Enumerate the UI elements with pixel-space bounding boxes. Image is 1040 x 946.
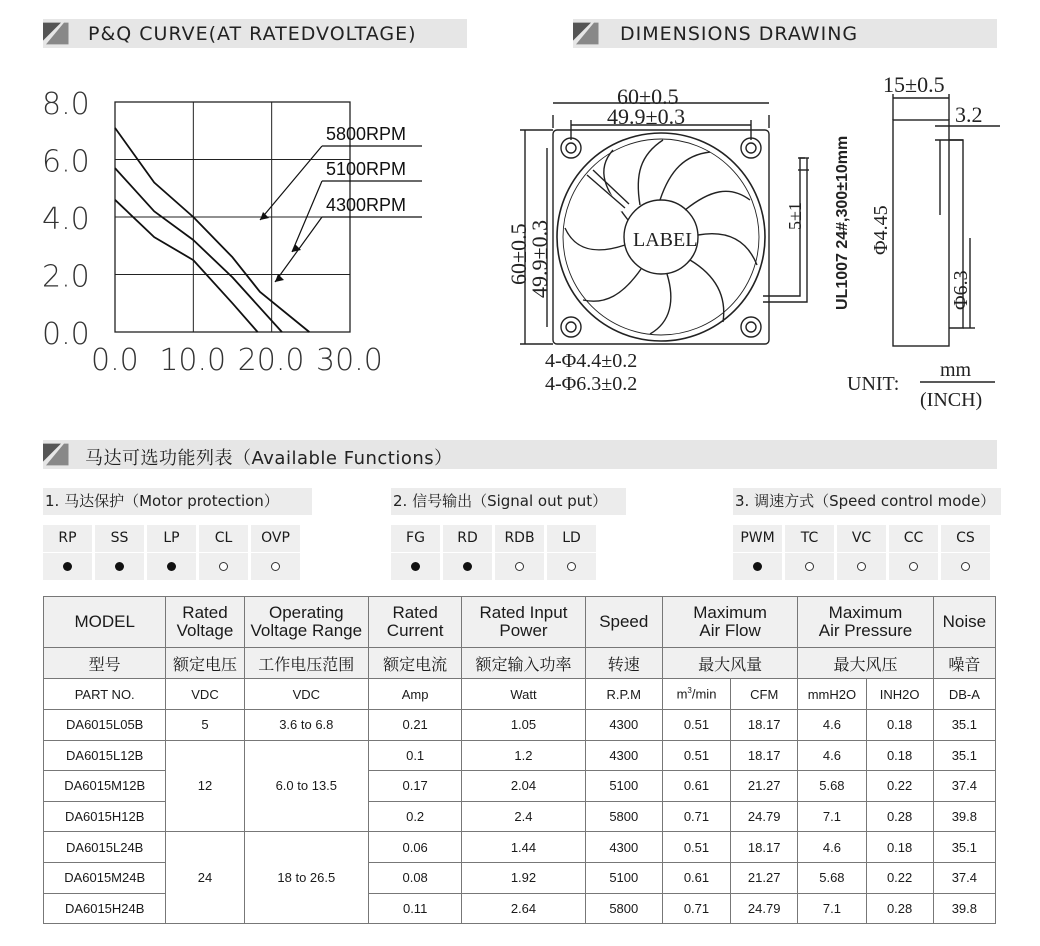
table-header-cell: Rated Current xyxy=(369,597,462,648)
table-cell: 0.71 xyxy=(662,801,730,832)
table-cell: 4.6 xyxy=(798,710,866,741)
part-number-cell: DA6015M12B xyxy=(44,771,166,802)
table-cell: 5 xyxy=(166,710,244,741)
fan-label: LABEL xyxy=(633,229,698,251)
table-cell: 5100 xyxy=(585,771,662,802)
diameter-1-label: Φ4.45 xyxy=(870,205,892,255)
table-cell: 0.06 xyxy=(369,832,462,863)
function-status xyxy=(733,553,782,580)
part-number-cell: DA6015L24B xyxy=(44,832,166,863)
filled-dot-icon xyxy=(167,562,176,571)
table-unit-cell: CFM xyxy=(731,679,798,710)
table-cell: 7.1 xyxy=(798,893,866,924)
table-header-cell: Noise xyxy=(933,597,995,648)
section-marker-icon xyxy=(43,440,73,469)
functions-section-title: 马达可选功能列表（Available Functions） xyxy=(85,448,453,469)
empty-dot-icon xyxy=(857,562,866,571)
unit-mm: mm xyxy=(940,359,972,381)
dimensions-drawing xyxy=(495,60,1005,420)
table-row xyxy=(44,710,996,741)
width-inner-label: 49.9±0.3 xyxy=(607,104,686,129)
filled-dot-icon xyxy=(115,562,124,571)
table-header-cell: 额定输入功率 xyxy=(462,648,585,679)
table-cell: 37.4 xyxy=(933,862,995,893)
section-marker-icon xyxy=(573,19,603,48)
table-cell: 2.04 xyxy=(462,771,585,802)
table-cell: 1.92 xyxy=(462,862,585,893)
table-unit-cell: R.P.M xyxy=(585,679,662,710)
table-unit-cell: $m^3/\min$ xyxy=(662,679,730,710)
table-cell: 37.4 xyxy=(933,771,995,802)
table-cell: 4300 xyxy=(585,832,662,863)
table-cell: 35.1 xyxy=(933,710,995,741)
x-tick-label: 30.0 xyxy=(316,343,383,378)
table-units-row xyxy=(44,679,996,710)
empty-dot-icon xyxy=(805,562,814,571)
table-header-row xyxy=(44,648,996,679)
functions-section-header xyxy=(43,440,997,469)
table-cell: 0.1 xyxy=(369,740,462,771)
table-header-cell: 型号 xyxy=(44,648,166,679)
table-cell: 2.64 xyxy=(462,893,585,924)
empty-dot-icon xyxy=(567,562,576,571)
dim-section-header xyxy=(573,19,997,48)
pq-section-header xyxy=(43,19,467,48)
table-row xyxy=(44,740,996,771)
table-header-cell: Speed xyxy=(585,597,662,648)
part-number-cell: DA6015L12B xyxy=(44,740,166,771)
function-status-row xyxy=(43,553,303,580)
function-status xyxy=(785,553,834,580)
function-code: FG xyxy=(391,525,440,552)
x-tick-label: 0.0 xyxy=(91,343,139,378)
function-status-row xyxy=(391,553,599,580)
function-code: RP xyxy=(43,525,92,552)
empty-dot-icon xyxy=(961,562,970,571)
y-tick-label: 8.0 xyxy=(42,87,90,122)
part-number-cell: DA6015L05B xyxy=(44,710,166,741)
part-number-cell: DA6015H24B xyxy=(44,893,166,924)
table-unit-cell: DB-A xyxy=(933,679,995,710)
table-header-cell: 额定电流 xyxy=(369,648,462,679)
step-label: 3.2 xyxy=(955,102,983,127)
table-cell: 4300 xyxy=(585,710,662,741)
function-group-title: 3. 调速方式（Speed control mode） xyxy=(733,488,1001,515)
table-cell: 5.68 xyxy=(798,771,866,802)
table-cell: 4.6 xyxy=(798,832,866,863)
series-line-4300rpm xyxy=(115,200,258,332)
function-code-row xyxy=(43,525,303,552)
function-group-title: 2. 信号输出（Signal out put） xyxy=(391,488,626,515)
function-code: CC xyxy=(889,525,938,552)
table-cell: 0.28 xyxy=(866,801,933,832)
x-tick-label: 20.0 xyxy=(237,343,305,378)
table-cell: 39.8 xyxy=(933,801,995,832)
table-header-cell: 工作电压范围 xyxy=(244,648,368,679)
table-cell: 5.68 xyxy=(798,862,866,893)
pq-section-title: P&Q CURVE(AT RATEDVOLTAGE) xyxy=(88,23,417,45)
unit-inch: (INCH) xyxy=(920,389,983,411)
filled-dot-icon xyxy=(463,562,472,571)
series-line-5100rpm xyxy=(115,168,282,332)
table-cell: 24.79 xyxy=(731,893,798,924)
table-cell: 0.71 xyxy=(662,893,730,924)
table-cell: 21.27 xyxy=(731,771,798,802)
table-cell: 0.22 xyxy=(866,862,933,893)
table-cell: 35.1 xyxy=(933,832,995,863)
diameter-2-label: Φ6.3 xyxy=(950,270,972,310)
function-code: CL xyxy=(199,525,248,552)
table-cell: 0.08 xyxy=(369,862,462,893)
table-unit-cell: VDC xyxy=(244,679,368,710)
table-header-cell: Rated Input Power xyxy=(462,597,585,648)
table-cell: 2.4 xyxy=(462,801,585,832)
table-cell: 5800 xyxy=(585,893,662,924)
table-cell: 0.2 xyxy=(369,801,462,832)
legend-label: 5800RPM xyxy=(326,124,407,144)
table-cell: 1.2 xyxy=(462,740,585,771)
function-status xyxy=(889,553,938,580)
table-header-cell: 噪音 xyxy=(933,648,995,679)
width-outer-label: 60±0.5 xyxy=(617,84,679,109)
table-cell: 0.51 xyxy=(662,832,730,863)
table-cell: 18.17 xyxy=(731,740,798,771)
function-status xyxy=(443,553,492,580)
empty-dot-icon xyxy=(909,562,918,571)
table-header-cell: 最大风压 xyxy=(798,648,933,679)
function-code: OVP xyxy=(251,525,300,552)
section-marker-icon xyxy=(43,19,73,48)
function-group-title: 1. 马达保护（Motor protection） xyxy=(43,488,312,515)
empty-dot-icon xyxy=(515,562,524,571)
table-cell: 0.22 xyxy=(866,771,933,802)
y-tick-label: 6.0 xyxy=(42,144,90,180)
function-status xyxy=(547,553,596,580)
table-header-cell: Rated Voltage xyxy=(166,597,244,648)
table-cell: 3.6 to 6.8 xyxy=(244,710,368,741)
height-inner-label: 49.9±0.3 xyxy=(527,219,552,298)
empty-dot-icon xyxy=(271,562,280,571)
table-header-cell: Maximum Air Pressure xyxy=(798,597,933,648)
function-code: TC xyxy=(785,525,834,552)
table-header-row xyxy=(44,597,996,648)
filled-dot-icon xyxy=(411,562,420,571)
table-unit-cell: mmH2O xyxy=(798,679,866,710)
table-cell: 39.8 xyxy=(933,893,995,924)
table-cell: 1.44 xyxy=(462,832,585,863)
table-unit-cell: Watt xyxy=(462,679,585,710)
function-status xyxy=(95,553,144,580)
table-cell: 18 to 26.5 xyxy=(244,832,368,924)
table-header-cell: 最大风量 xyxy=(662,648,797,679)
function-code: LD xyxy=(547,525,596,552)
table-cell: 18.17 xyxy=(731,832,798,863)
legend-label: 4300RPM xyxy=(326,195,407,215)
empty-dot-icon xyxy=(219,562,228,571)
table-cell: 0.61 xyxy=(662,771,730,802)
pq-chart xyxy=(30,80,480,380)
function-status xyxy=(495,553,544,580)
filled-dot-icon xyxy=(753,562,762,571)
function-code: PWM xyxy=(733,525,782,552)
table-cell: 21.27 xyxy=(731,862,798,893)
function-code: RDB xyxy=(495,525,544,552)
hole-size-1: 4-Φ4.4±0.2 xyxy=(545,350,638,372)
y-tick-label: 0.0 xyxy=(42,317,90,352)
table-cell: 5100 xyxy=(585,862,662,893)
function-status xyxy=(941,553,990,580)
part-number-cell: DA6015M24B xyxy=(44,862,166,893)
table-cell: 0.51 xyxy=(662,740,730,771)
table-cell: 35.1 xyxy=(933,740,995,771)
function-code: LP xyxy=(147,525,196,552)
function-status xyxy=(199,553,248,580)
table-cell: 0.21 xyxy=(369,710,462,741)
table-cell: 0.18 xyxy=(866,740,933,771)
x-tick-label: 10.0 xyxy=(159,343,227,378)
table-cell: 6.0 to 13.5 xyxy=(244,740,368,832)
part-number-cell: DA6015H12B xyxy=(44,801,166,832)
table-cell: 0.18 xyxy=(866,710,933,741)
y-tick-label: 4.0 xyxy=(42,202,90,237)
table-header-cell: MODEL xyxy=(44,597,166,648)
table-cell: 18.17 xyxy=(731,710,798,741)
y-tick-label: 2.0 xyxy=(42,259,90,295)
wire-spec-label: UL1007 24#,300±10mm xyxy=(834,135,851,310)
unit-label: UNIT: xyxy=(847,373,900,395)
table-unit-cell: PART NO. xyxy=(44,679,166,710)
table-cell: 0.11 xyxy=(369,893,462,924)
filled-dot-icon xyxy=(63,562,72,571)
table-cell: 0.51 xyxy=(662,710,730,741)
table-header-cell: Operating Voltage Range xyxy=(244,597,368,648)
table-cell: 0.28 xyxy=(866,893,933,924)
table-unit-cell: INH2O xyxy=(866,679,933,710)
thickness-label: 15±0.5 xyxy=(883,72,945,97)
function-code: RD xyxy=(443,525,492,552)
table-cell: 24 xyxy=(166,832,244,924)
table-cell: 24.79 xyxy=(731,801,798,832)
series-line-5800rpm xyxy=(115,128,309,332)
lead-length-label: 5±1 xyxy=(785,202,805,230)
table-cell: 4300 xyxy=(585,740,662,771)
table-cell: 0.17 xyxy=(369,771,462,802)
spec-table xyxy=(43,596,996,924)
function-status xyxy=(147,553,196,580)
dim-section-title: DIMENSIONS DRAWING xyxy=(620,23,859,45)
function-status xyxy=(251,553,300,580)
legend-leader xyxy=(260,146,322,220)
table-cell: 7.1 xyxy=(798,801,866,832)
function-code: CS xyxy=(941,525,990,552)
function-status xyxy=(43,553,92,580)
legend-label: 5100RPM xyxy=(326,159,407,179)
hole-size-2: 4-Φ6.3±0.2 xyxy=(545,373,638,395)
legend-leader xyxy=(275,217,322,282)
table-cell: 1.05 xyxy=(462,710,585,741)
table-cell: 0.18 xyxy=(866,832,933,863)
function-code-row xyxy=(733,525,993,552)
height-outer-label: 60±0.5 xyxy=(506,223,531,285)
table-cell: 12 xyxy=(166,740,244,832)
table-header-cell: Maximum Air Flow xyxy=(662,597,797,648)
function-status xyxy=(837,553,886,580)
function-status xyxy=(391,553,440,580)
legend-arrowhead xyxy=(260,212,269,220)
table-cell: 4.6 xyxy=(798,740,866,771)
table-cell: 5800 xyxy=(585,801,662,832)
table-row xyxy=(44,832,996,863)
table-unit-cell: Amp xyxy=(369,679,462,710)
table-header-cell: 额定电压 xyxy=(166,648,244,679)
table-unit-cell: VDC xyxy=(166,679,244,710)
function-code: VC xyxy=(837,525,886,552)
table-cell: 0.61 xyxy=(662,862,730,893)
function-status-row xyxy=(733,553,993,580)
function-code: SS xyxy=(95,525,144,552)
table-header-cell: 转速 xyxy=(585,648,662,679)
function-code-row xyxy=(391,525,599,552)
